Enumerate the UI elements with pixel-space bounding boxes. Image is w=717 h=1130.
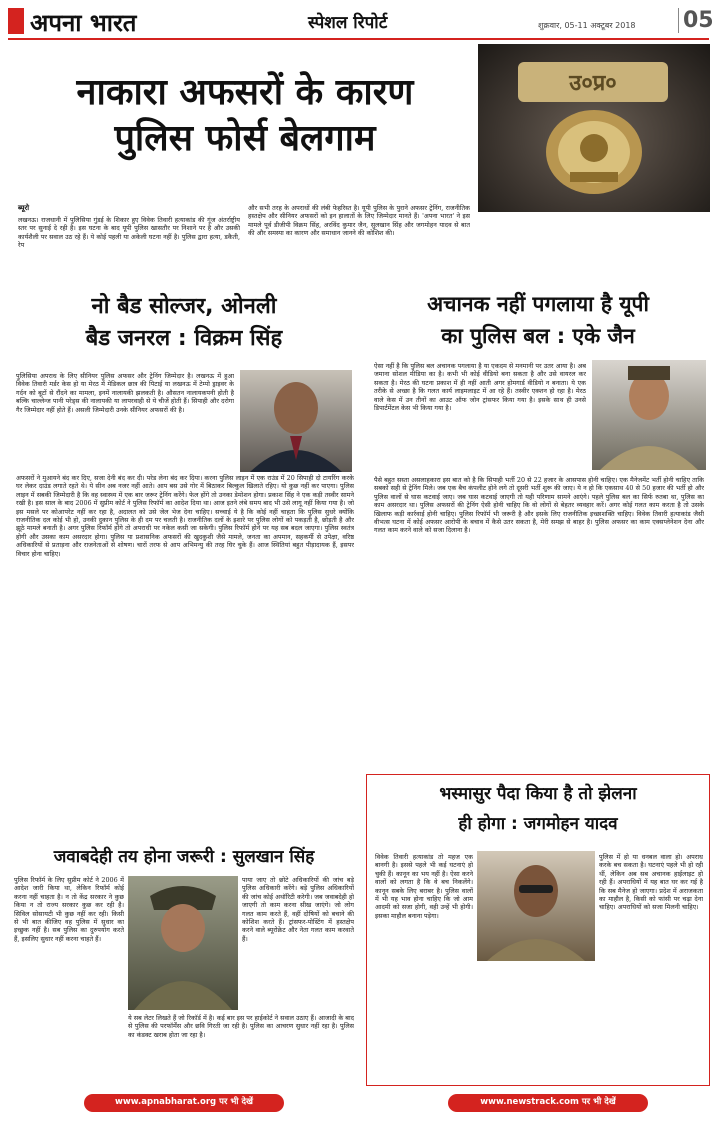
section-title: स्पेशल रिपोर्ट [308,13,388,33]
page-number: 05 [678,8,714,33]
jain-box [366,286,710,768]
footer-right-link[interactable]: www.newstrack.com पर भी देखें [448,1094,648,1112]
main-story-col2: और सभी तरह के अपराधों की लंबी फेहरिस्त है। यूपी पुलिस के पुराने अफसर ट्रेनिंग, राजनीतिक हस्तक्षेप और सीनियर अफसरों को इन हालातों के लिए जिम्मेदार मानते हैं। 'अपना भारत' ने इस मामले पूर्व डीजीपी विक्रम सिंह, अरविंद कुमार जैन, सुलखान सिंह और जगमोहन यादव से बात की और समस्या का कारण और समाधान जानने की कोशिश की। [248,204,470,238]
jagmohan-yadav-photo [477,851,595,961]
jagmohan-col1: विवेक तिवारी हत्याकांड तो महज एक बानगी है। इससे पहले भी कई घटनाएं हो चुकी हैं। कानून का भय नहीं है। ऐसा करने वालों को लगता है कि वे बच निकलेंगे। कानून सबके लिए बराबर है। पुलिस वालों में भी यह भाव होना चाहिए कि जो आम आदमी को सजा होगी, वही उन्हें भी होगी। इसका माहौल बनाना पड़ेगा। [375,853,473,920]
sulkhan-headline: जवाबदेही तय होना जरूरी : सुलखान सिंह [53,847,315,867]
sulkhan-col3: ये सब लेटर लिखते हैं जो रिकॉर्ड में है। कई बार इस पर हाईकोर्ट ने सवाल उठाए हैं। आजादी के बाद से पुलिस की परफॉर्मेंस और छवि गिरती जा रही है। पुलिस का आचरण सुधार नहीं रहा है। पुलिस का कंडक्ट खराब होता जा रहा है। [128,1014,354,1039]
main-story-col1: लखनऊ। राजधानी में पुलिसिया गुंडई के शिकार हुए विवेक तिवारी हत्याकांड की गूंज अंतर्राष्ट्रीय स्तर पर सुनाई दे रही है। इस घटना के बाद यूपी पुलिस खासतौर पर निशाने पर है और उसकी कार्यशैली पर सवाल उठ रहे हैं। ये कोई पहली या अकेली घटना नहीं है। पुलिस द्वारा हत्या, डकैती, रेप [18,216,240,250]
masthead-red-block [8,8,24,34]
police-cap-badge-icon [478,44,710,212]
vikram-intro: पुलिसिया अपराध के लिए सीनियर पुलिस अफसर और ट्रेनिंग जिम्मेदार है। लखनऊ में हुआ विवेक तिवारी मर्डर केस हो या मेरठ में मेडिकल छात्र की पिटाई या लखनऊ में टेम्पो ड्राइवर के गर्दन को बूटों से रौंदने का मामला, इनमें नालायकी झलकती है। औसतन नालायकपनी होती है बल्कि चाल्लेन्ज पानी परेड्स की नालायकी या लापरवाही से ये चीजें होती हैं। सिपाही और दरोगा गैर जिम्मेदार नहीं होते हैं। असली जिम्मेदारी उनके सीनियर अफसरों की है। [16,372,234,414]
sulkhan-col2: पाया जाए तो छोटे अधिकारियों की जांच बड़े पुलिस अधिकारी करेंगे। बड़े पुलिस अधिकारियों की जांच कोई अथॉरिटी करेगी। जब जवाबदेही हो जाएगी तो काम करना सीख जाएंगे। जो लोग गलत काम करते हैं, वहीं दोषियों को बचाने की कोशिश करते हैं। ट्रांसफर-पोस्टिंग में हस्तक्षेप करने वाले ब्यूरोक्रेट और नेता गलत काम करवाते हैं। [242,876,354,943]
masthead-date: शुक्रवार, 05-11 अक्टूबर 2018 [538,21,636,30]
jain-body: पैसे बहुत सस्ता असलाहकारा इस बात को है कि सिपाही भर्ती 20 से 22 हजार के आसपास होनी चाहिए। एक मैनेजमेंट भर्ती होनी चाहिए ताकि सबको सही से ट्रेनिंग मिले। जब एक बैच कंपलीट होने लगे तो दूसरी भर्ती शुरू की जाए। ये न हो कि एकसाथ 40 से 50 हजार की भर्ती हो और पुलिस वालों से घास कटवाई जाए। जब घास कटवाई जाएगी तो यही परिणाम सामने आएंगे। पहले पुलिस बल का सिर्फ रुतबा था, पुलिस का काम असरदार था। पुलिस अफसरों की ट्रेनिंग ऐसी होनी चाहिए कि वो लोगों से बेहतर व्यवहार करें। अगर कोई गलत काम करता है तो उसके खिलाफ कड़ी कार्रवाई होनी चाहिए। पुलिस रिफॉर्म भी जरूरी है और इसके लिए राजनीतिक इच्छाशक्ति चाहिए। विवेक तिवारी हत्याकांड जैसी वीभत्स घटना में कोई अफसर आरोपी के बचाव में कैसे उतर सकता है, मेरी समझ से बाहर है। पुलिस अफसर का काम एक्सप्लेनेशन देना और गलत काम करने वाले को सजा दिलाना है। [374,476,704,535]
main-headline-line1: नाकारा अफसरों के कारण [76,72,414,113]
main-headline-line2: पुलिस फोर्स बेलगाम [114,118,376,159]
sulkhan-box [8,840,360,1086]
jagmohan-headline-line2: ही होगा : जगमोहन यादव [458,814,618,834]
jain-intro: ऐसा नहीं है कि पुलिस बल अचानक पगलाया है या एकदम से मनमानी पर उतर आया है। अब जमाना सोशल मीडिया का है। कभी भी कोई वीडियो बना सकता है और उसे वायरल कर सकता है। मेरठ की घटना प्रकाश में ही नहीं आती अगर होमगार्ड वीडियो न बनाता। ये एक तरीके से अच्छा है कि गलत कार्य लाइमलाइट में आ रहे हैं। तस्वीर एक्शन हो रहा है। मेरठ वाले केस में उन तीनों का आउट ऑफ जोन ट्रांसफर किया गया है। इसके साथ ही उनसे डिपार्टमेंटल केस भी किया गया है। [374,362,586,413]
brand-logo: अपना भारत [30,9,137,37]
vikram-box [8,286,360,834]
main-byline: ब्यूरो [18,204,30,212]
jain-headline-line1: अचानक नहीं पगलाया है यूपी [427,292,649,316]
jagmohan-box [366,774,710,1086]
svg-text:उ०प्र०: उ०प्र० [569,71,617,96]
jagmohan-col2: पुलिस में हो या धनबल वाला हो। अपराध करके बच सकता है। घटनाएं पहले भी हो रही थीं, लेकिन अब सब अचानक हाईलाइट हो रही हैं। अपराधियों में यह बात घर कर गई है कि सब मैनेज हो जाएगा। प्रदेश में अराजकता का माहौल है, किसी को फांसी पर चढ़ा देना चाहिए। अपराधियों को सजा मिलनी चाहिए। [599,853,703,912]
sulkhan-col1: पुलिस रिफॉर्म के लिए सुप्रीम कोर्ट ने 2006 में आदेश जारी किया था, लेकिन रिफॉर्म कोई करना नहीं चाहता है। न तो केंद्र सरकार ने कुछ किया न तो राज्य सरकार कुछ कर रही है। सिविल सोसायटी भी कुछ नहीं कर रही। किसी से भी बात कीजिए वह पुलिस में सुधार का इच्छुक नहीं है। सब पुलिस का दुरुपयोग करते हैं, इसलिए सुधार नहीं करना चाहते हैं। [14,876,124,943]
vikram-singh-photo [240,370,352,472]
jagmohan-headline-line1: भस्मासुर पैदा किया है तो झेलना [439,784,637,804]
jain-headline-line2: का पुलिस बल : एके जैन [441,324,635,348]
ak-jain-photo [592,360,706,470]
masthead [8,6,714,40]
vikram-body: अफसरों ने मुआयने बंद कर दिए, सजा देनी बंद कर दी। परेड लेना बंद कर दिया। करना पुलिस लाइन में एक राउंड में 20 सिपाही दो टायरिंग करके घर लेकर दाउंड लगाते रहते थे। ये सीन अब नजर नहीं आते। आप बस उसे गोर में बिठाकर बिल्कुल खिलाते रहिए। यो कुछ नहीं कर पाएगा। पुलिस लाइन में सबकी जिम्मेदारी है कि वह स्वास्थ्य में एक बार जरूर ट्रेनिंग करेंगे। फेल होंगे तो उनका डेमोशन होगा। प्रकाश सिंह ने एक कड़ी तस्वीर सामने रखी है। इस साल के बाद 2006 में सुप्रीम कोर्ट ने पुलिस रिफॉर्म का आदेश दिया था। आज इतने लंबे समय बाद भी उसे लागू नहीं किया गया है। जो इस मसले पर कोआपरेट नहीं कर रहा है, अदालत को उसे जेल भेज देना चाहिए। सच्चाई ये है कि कोई नहीं चाहता कि पुलिस सुधरे क्योंकि राजनीतिक दल कोई भी हो, उनकी दुकान पुलिस के ही दम पर चलती है। राजनीतिक दलों के इशारे पर पुलिस लोगों को पकड़ती है, छोड़ती है और झूठे मामले बनाती है। अगर पुलिस रिफॉर्म होंगे तो अपराधी पर नकेल कसी जा सकेगी। पुलिस रिफॉर्म होने पर यह सब बदल जाएगा। पुलिस स्वतंत्र होगी और उसका काम असरदार होगा। पुलिस या प्रशासनिक अफसरों की खुदकुशी जैसे मामले, जनता का अपमान, सहकर्मी से उपेक्षा, वरिष्ठ अधिकारियों से प्रताड़ना और राजनेताओं से शोषण। चारों तरफ से आप अभिमन्यु की तरह घिर चुके हैं। आज स्थितियां बहुत पीड़ादायक हैं, इसपर विचार होना चाहिए। [16,474,354,558]
footer-left-link[interactable]: www.apnabharat.org पर भी देखें [84,1094,284,1112]
vikram-headline-line1: नो बैड सोल्जर, ओनली [91,294,277,319]
police-badge-photo [478,44,710,212]
vikram-headline-line2: बैड जनरल : विक्रम सिंह [85,326,283,351]
sulkhan-singh-photo [128,876,238,1010]
